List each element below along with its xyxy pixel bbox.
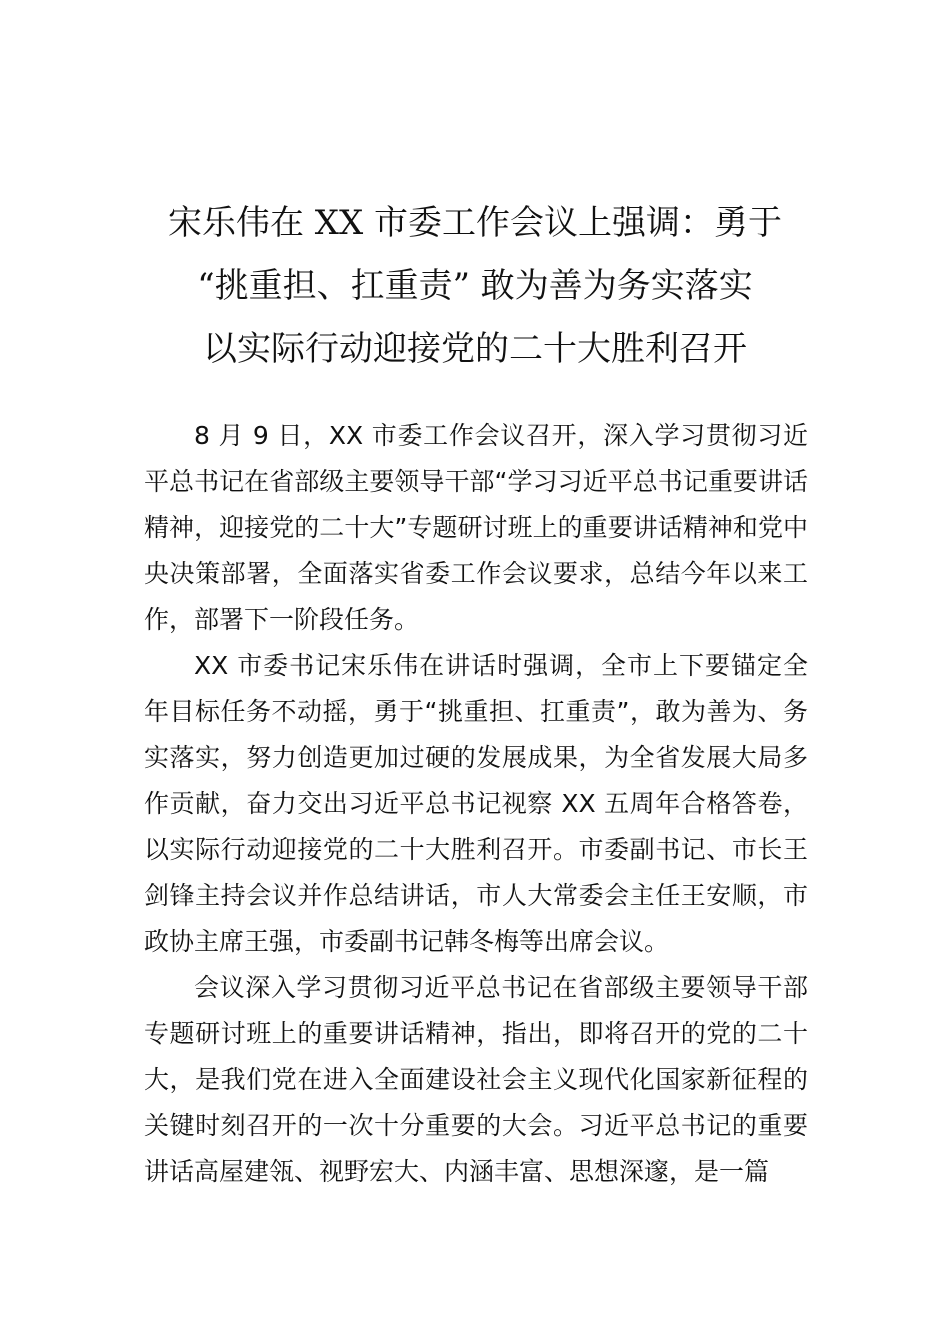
article-title (140, 192, 810, 381)
article-body (144, 413, 808, 1195)
paragraph-3: 会议深入学习贯彻习近平总书记在省部级主要领导干部专题研讨班上的重要讲话精神，指出，即将召开的党的二十大，是我们党在进入全面建设社会主义现代化国家新征程的关键时刻召开的一次十分重要的大会。习近平总书记的重要讲话高屋建瓴、视野宏大、内涵丰富、思想深邃，是一篇 (144, 973, 808, 1186)
title-line-2: “挑重担、扛重责” 敢为善为务实落实 (197, 266, 753, 306)
paragraph-1: 8 月 9 日，XX 市委工作会议召开，深入学习贯彻习近平总书记在省部级主要领导干部“学习习近平总书记重要讲话精神，迎接党的二十大”专题研讨班上的重要讲话精神和党中央决策部署，全面落实省委工作会议要求，总结今年以来工作，部署下一阶段任务。 (144, 421, 808, 634)
title-line-3: 以实际行动迎接党的二十大胜利召开 (203, 329, 747, 369)
paragraph-2: XX 市委书记宋乐伟在讲话时强调，全市上下要锚定全年目标任务不动摇，勇于“挑重担、扛重责”，敢为善为、务实落实，努力创造更加过硬的发展成果，为全省发展大局多作贡献，奋力交出习近平总书记视察 XX 五周年合格答卷，以实际行动迎接党的二十大胜利召开。市委副书记、市长王剑锋主持会议并作总结讲话，市人大常委会主任王安顺，市政协主席王强，市委副书记韩冬梅等出席会议。 (144, 651, 808, 956)
title-line-1: 宋乐伟在 XX 市委工作会议上强调：勇于 (167, 203, 783, 243)
